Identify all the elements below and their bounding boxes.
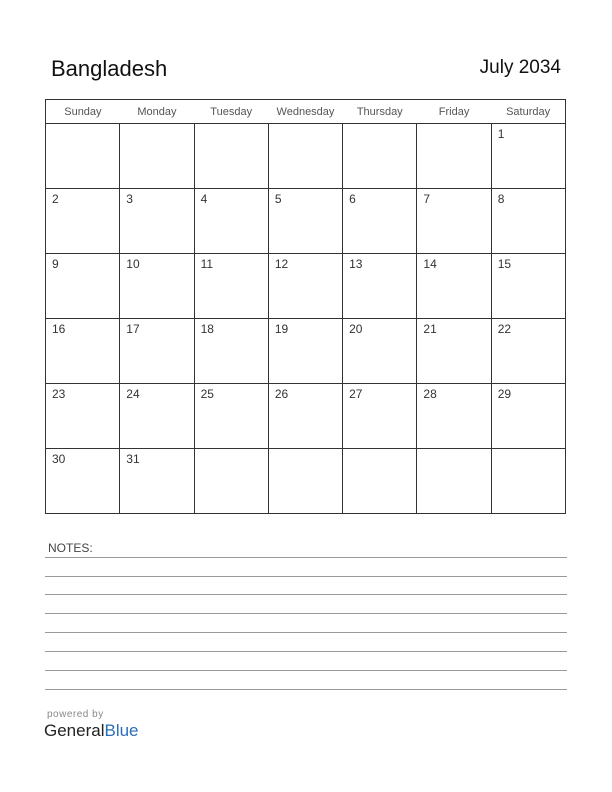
day-number: 28 [423, 387, 437, 401]
day-number [195, 124, 268, 127]
day-number: 19 [274, 322, 289, 336]
day-cell [194, 189, 268, 254]
day-cell [268, 254, 342, 319]
day-cell [120, 254, 194, 319]
note-line [45, 557, 567, 558]
day-number: 5 [274, 192, 282, 206]
day-number: 29 [497, 387, 512, 401]
brand-general: General [44, 721, 105, 740]
day-cell [491, 384, 565, 449]
day-cell [491, 124, 565, 189]
day-cell [46, 319, 120, 384]
week-row [46, 189, 566, 254]
day-number [195, 449, 268, 452]
weekday-thursday: Thursday [343, 100, 417, 124]
day-cell [491, 319, 565, 384]
day-cell [194, 124, 268, 189]
day-cell [46, 449, 120, 514]
day-number: 20 [349, 322, 363, 336]
day-cell [46, 384, 120, 449]
day-cell [417, 384, 491, 449]
day-cell [46, 254, 120, 319]
day-cell [343, 254, 417, 319]
weekday-friday: Friday [417, 100, 491, 124]
weekday-monday: Monday [120, 100, 194, 124]
day-cell [120, 189, 194, 254]
day-number: 21 [423, 322, 437, 336]
day-number: 7 [423, 192, 431, 206]
day-cell [417, 319, 491, 384]
day-cell [417, 449, 491, 514]
day-number [343, 124, 416, 127]
note-line [45, 632, 567, 633]
note-line [45, 689, 567, 690]
day-cell [120, 319, 194, 384]
day-cell [194, 319, 268, 384]
day-cell [268, 189, 342, 254]
day-number: 30 [52, 452, 66, 466]
week-row [46, 319, 566, 384]
day-number [417, 124, 490, 127]
day-number [120, 124, 193, 127]
weekday-tuesday: Tuesday [194, 100, 268, 124]
day-number: 22 [497, 322, 512, 336]
day-number: 10 [126, 257, 140, 271]
day-number: 17 [126, 322, 140, 336]
day-cell [268, 124, 342, 189]
day-number [417, 449, 490, 452]
day-number [492, 449, 565, 452]
note-line [45, 613, 567, 614]
day-cell [343, 384, 417, 449]
generalblue-logo[interactable] [44, 721, 139, 741]
day-cell [491, 254, 565, 319]
brand-blue: Blue [104, 721, 139, 740]
day-number [269, 449, 342, 452]
day-cell [343, 189, 417, 254]
day-number: 6 [349, 192, 356, 206]
day-cell [343, 124, 417, 189]
day-number [343, 449, 416, 452]
day-number [269, 124, 342, 127]
note-line [45, 651, 567, 652]
day-number: 16 [52, 322, 66, 336]
day-number: 9 [52, 257, 59, 271]
day-cell [417, 254, 491, 319]
day-cell [343, 319, 417, 384]
day-cell [268, 384, 342, 449]
day-cell [120, 124, 194, 189]
month-year-title: July 2034 [479, 57, 561, 78]
day-cell [46, 189, 120, 254]
day-number: 13 [349, 257, 363, 271]
day-number: 26 [274, 387, 289, 401]
day-cell [417, 189, 491, 254]
week-row [46, 384, 566, 449]
day-number: 14 [423, 257, 437, 271]
day-number: 23 [52, 387, 66, 401]
weekday-saturday: Saturday [491, 100, 565, 124]
day-cell [194, 254, 268, 319]
weekday-sunday: Sunday [46, 100, 120, 124]
note-line [45, 576, 567, 577]
day-number: 4 [200, 192, 208, 206]
day-number: 8 [497, 192, 505, 206]
day-number: 15 [497, 257, 512, 271]
day-cell [120, 449, 194, 514]
day-number: 12 [274, 257, 289, 271]
day-cell [194, 449, 268, 514]
day-number: 31 [126, 452, 140, 466]
day-cell [491, 449, 565, 514]
day-number: 24 [126, 387, 140, 401]
weekday-wednesday: Wednesday [268, 100, 342, 124]
week-row [46, 124, 566, 189]
note-line [45, 670, 567, 671]
day-number: 27 [349, 387, 363, 401]
day-cell [120, 384, 194, 449]
note-line [45, 594, 567, 595]
day-number [46, 124, 119, 127]
country-title: Bangladesh [51, 56, 168, 81]
day-number: 11 [200, 257, 214, 271]
week-row [46, 254, 566, 319]
day-cell [46, 124, 120, 189]
day-cell [417, 124, 491, 189]
day-cell [268, 319, 342, 384]
day-number: 1 [497, 127, 505, 141]
day-cell [268, 449, 342, 514]
day-number: 18 [200, 322, 214, 336]
day-cell [343, 449, 417, 514]
day-number: 25 [200, 387, 214, 401]
day-cell [194, 384, 268, 449]
week-row [46, 449, 566, 514]
weekday-header-row [46, 100, 566, 124]
day-number: 2 [52, 192, 59, 206]
powered-by-text: powered by [47, 709, 104, 720]
calendar-grid [45, 99, 566, 514]
day-number: 3 [126, 192, 133, 206]
notes-label: NOTES: [48, 541, 93, 555]
day-cell [491, 189, 565, 254]
